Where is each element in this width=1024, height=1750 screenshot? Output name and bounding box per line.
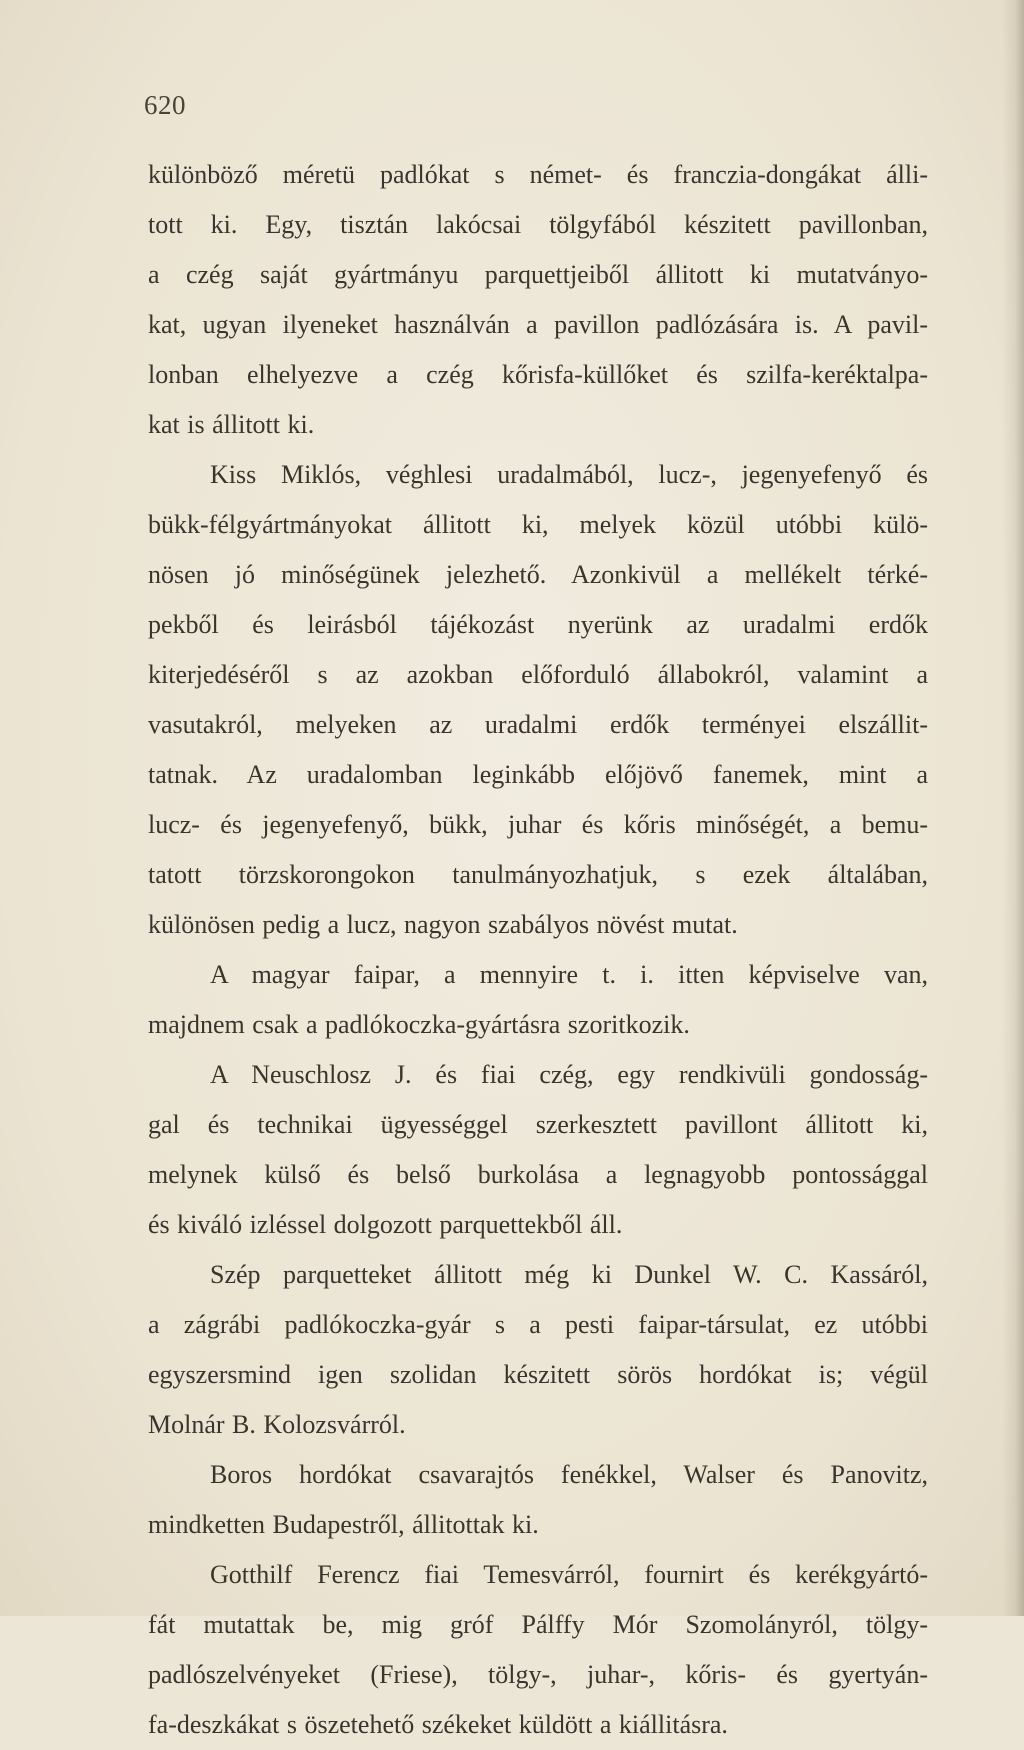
text-line: A magyar faipar, a mennyire t. i. itten képviselve van,: [210, 960, 928, 989]
text-line: tatott törzskorongokon tanulmányozhatjuk, s ezek általában,: [148, 860, 928, 889]
text-line: különböző méretü padlókat s német- és franczia-dongákat álli-: [148, 160, 928, 189]
text-line: fa-deszkákat s öszetehető székeket küldött a kiállitásra.: [148, 1710, 728, 1739]
text-line: majdnem csak a padlókoczka-gyártásra szoritkozik.: [148, 1010, 690, 1039]
text-line: lonban elhelyezve a czég kőrisfa-küllőket és szilfa-keréktalpa-: [148, 360, 928, 389]
text-line: A Neuschlosz J. és fiai czég, egy rendkivüli gondosság-: [210, 1060, 928, 1089]
text-line: kiterjedéséről s az azokban előforduló állabokról, valamint a: [148, 660, 928, 689]
text-line: kat is állitott ki.: [148, 410, 315, 439]
text-line: tatnak. Az uradalomban leginkább előjövő fanemek, mint a: [148, 760, 928, 789]
text-line: padlószelvényeket (Friese), tölgy-, juhar-, kőris- és gyertyán-: [148, 1660, 928, 1689]
text-line: a czég saját gyártmányu parquettjeiből állitott ki mutatványo-: [148, 260, 928, 289]
text-line: pekből és leirásból tájékozást nyerünk az uradalmi erdők: [148, 610, 928, 639]
text-line: egyszersmind igen szolidan készitett sörös hordókat is; végül: [148, 1360, 928, 1389]
text-line: lucz- és jegenyefenyő, bükk, juhar és kőris minőségét, a bemu-: [148, 810, 928, 839]
text-line: fát mutattak be, mig gróf Pálffy Mór Szomolányról, tölgy-: [148, 1610, 928, 1639]
text-line: mindketten Budapestről, állitottak ki.: [148, 1510, 539, 1539]
page-edge-shadow: [1002, 0, 1024, 1616]
body-text: [148, 150, 928, 1750]
text-line: Szép parquetteket állitott még ki Dunkel W. C. Kassáról,: [210, 1260, 928, 1289]
text-line: Molnár B. Kolozsvárról.: [148, 1410, 406, 1439]
text-line: Gotthilf Ferencz fiai Temesvárról, fournirt és kerékgyártó-: [210, 1560, 928, 1589]
text-line: különösen pedig a lucz, nagyon szabályos növést mutat.: [148, 910, 738, 939]
text-line: bükk-félgyártmányokat állitott ki, melyek közül utóbbi külö-: [148, 510, 928, 539]
text-line: Kiss Miklós, véghlesi uradalmából, lucz-, jegenyefenyő és: [210, 460, 928, 489]
text-line: Boros hordókat csavarajtós fenékkel, Walser és Panovitz,: [210, 1460, 928, 1489]
text-line: gal és technikai ügyességgel szerkesztett pavillont állitott ki,: [148, 1110, 928, 1139]
text-line: nösen jó minőségünek jelezhető. Azonkivül a mellékelt térké-: [148, 560, 928, 589]
text-line: és kiváló izléssel dolgozott parquettekből áll.: [148, 1210, 623, 1239]
text-line: melynek külső és belső burkolása a legnagyobb pontossággal: [148, 1160, 928, 1189]
text-line: tott ki. Egy, tisztán lakócsai tölgyfából készitett pavillonban,: [148, 210, 928, 239]
page-number: 620: [144, 90, 186, 120]
text-line: a zágrábi padlókoczka-gyár s a pesti faipar-társulat, ez utóbbi: [148, 1310, 928, 1339]
text-line: kat, ugyan ilyeneket használván a pavillon padlózására is. A pavil-: [148, 310, 928, 339]
text-line: vasutakról, melyeken az uradalmi erdők terményei elszállit-: [148, 710, 928, 739]
